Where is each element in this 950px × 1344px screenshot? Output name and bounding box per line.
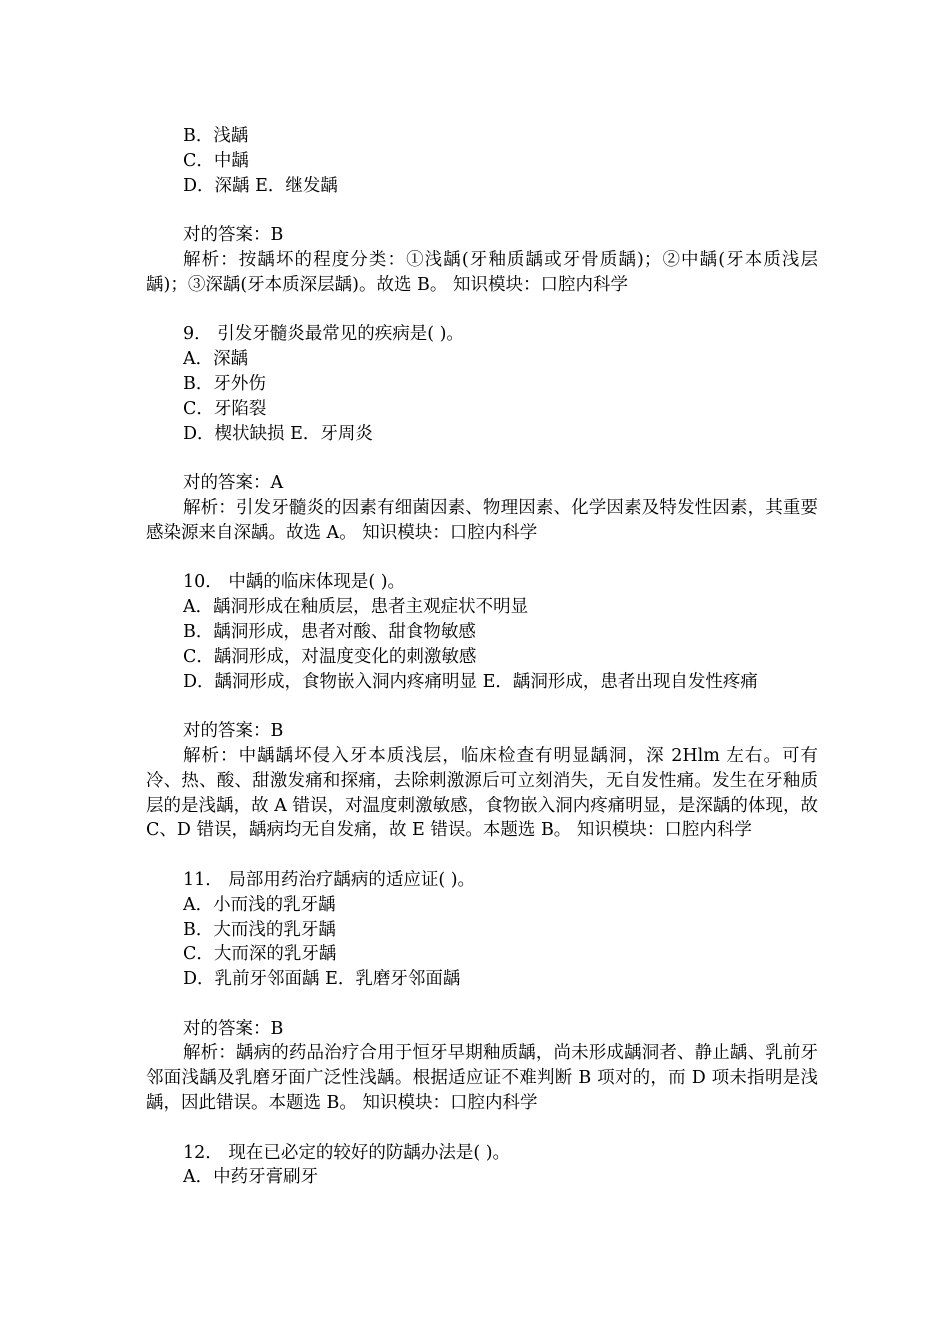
answer-option: A．小而浅的乳牙龋 bbox=[183, 894, 336, 915]
document-page bbox=[146, 124, 818, 1190]
paragraph-gap bbox=[146, 1116, 818, 1141]
answer-option: C．中龋 bbox=[183, 150, 249, 171]
question-stem: 10． 中龋的临床体现是( )。 bbox=[183, 572, 406, 593]
answer-option: D．楔状缺损 E．牙周炎 bbox=[183, 423, 373, 444]
answer-option: B．大而浅的乳牙龋 bbox=[183, 919, 336, 940]
explanation-paragraph: 解析：中龋龋坏侵入牙本质浅层，临床检查有明显龋洞，深 2Hlm 左右。可有冷、热、酸、甜激发痛和探痛，去除刺激源后可立刻消失，无自发性痛。发生在牙釉质层的是浅龋，故 A 错误，对温度刺激敏感，食物嵌入洞内疼痛明显，是深龋的体现，故 C、D 错误，龋病均无自发痛，故 E 错误。本题选 B。 知识模块：口腔内科学 bbox=[146, 745, 818, 841]
correct-answer: 对的答案：B bbox=[183, 721, 284, 742]
answer-option: D．深龋 E．继发龋 bbox=[183, 175, 338, 196]
correct-answer: 对的答案：B bbox=[183, 1018, 284, 1039]
question-stem: 9． 引发牙髓炎最常见的疾病是( )。 bbox=[183, 324, 464, 345]
question-stem: 12． 现在已必定的较好的防龋办法是( )。 bbox=[183, 1142, 511, 1163]
paragraph-gap bbox=[146, 843, 818, 868]
explanation-paragraph: 解析：引发牙髓炎的因素有细菌因素、物理因素、化学因素及特发性因素，其重要感染源来自深龋。故选 A。 知识模块：口腔内科学 bbox=[146, 497, 818, 543]
paragraph-gap bbox=[146, 198, 818, 223]
correct-answer: 对的答案：A bbox=[183, 473, 284, 494]
answer-option: A．深龋 bbox=[183, 349, 249, 370]
paragraph-gap bbox=[146, 446, 818, 471]
explanation-paragraph: 解析：龋病的药品治疗合用于恒牙早期釉质龋，尚未形成龋洞者、静止龋、乳前牙邻面浅龋及乳磨牙面广泛性浅龋。根据适应证不难判断 B 项对的，而 D 项未指明是浅龋，因此错误。本题选 B。 知识模块：口腔内科学 bbox=[146, 1043, 818, 1114]
paragraph-gap bbox=[146, 992, 818, 1017]
answer-option: C．牙陷裂 bbox=[183, 398, 267, 419]
explanation-paragraph: 解析：按龋坏的程度分类：①浅龋(牙釉质龋或牙骨质龋)；②中龋(牙本质浅层龋)；③深龋(牙本质深层龋)。故选 B。 知识模块：口腔内科学 bbox=[146, 249, 818, 295]
correct-answer: 对的答案：B bbox=[183, 225, 284, 246]
answer-option: B．浅龋 bbox=[183, 126, 249, 146]
answer-option: A．中药牙膏刷牙 bbox=[183, 1167, 319, 1188]
answer-option: B．龋洞形成，患者对酸、甜食物敏感 bbox=[183, 621, 476, 642]
paragraph-gap bbox=[146, 694, 818, 719]
answer-option: C．大而深的乳牙龋 bbox=[183, 944, 337, 965]
answer-option: C．龋洞形成，对温度变化的刺激敏感 bbox=[183, 646, 477, 667]
paragraph-gap bbox=[146, 298, 818, 323]
answer-option: B．牙外伤 bbox=[183, 373, 266, 394]
answer-option: A．龋洞形成在釉质层，患者主观症状不明显 bbox=[183, 597, 529, 618]
paragraph-gap bbox=[146, 546, 818, 571]
answer-option: D．龋洞形成，食物嵌入洞内疼痛明显 E．龋洞形成，患者出现自发性疼痛 bbox=[183, 671, 758, 692]
answer-option: D．乳前牙邻面龋 E．乳磨牙邻面龋 bbox=[183, 969, 461, 990]
question-stem: 11． 局部用药治疗龋病的适应证( )。 bbox=[183, 869, 476, 890]
